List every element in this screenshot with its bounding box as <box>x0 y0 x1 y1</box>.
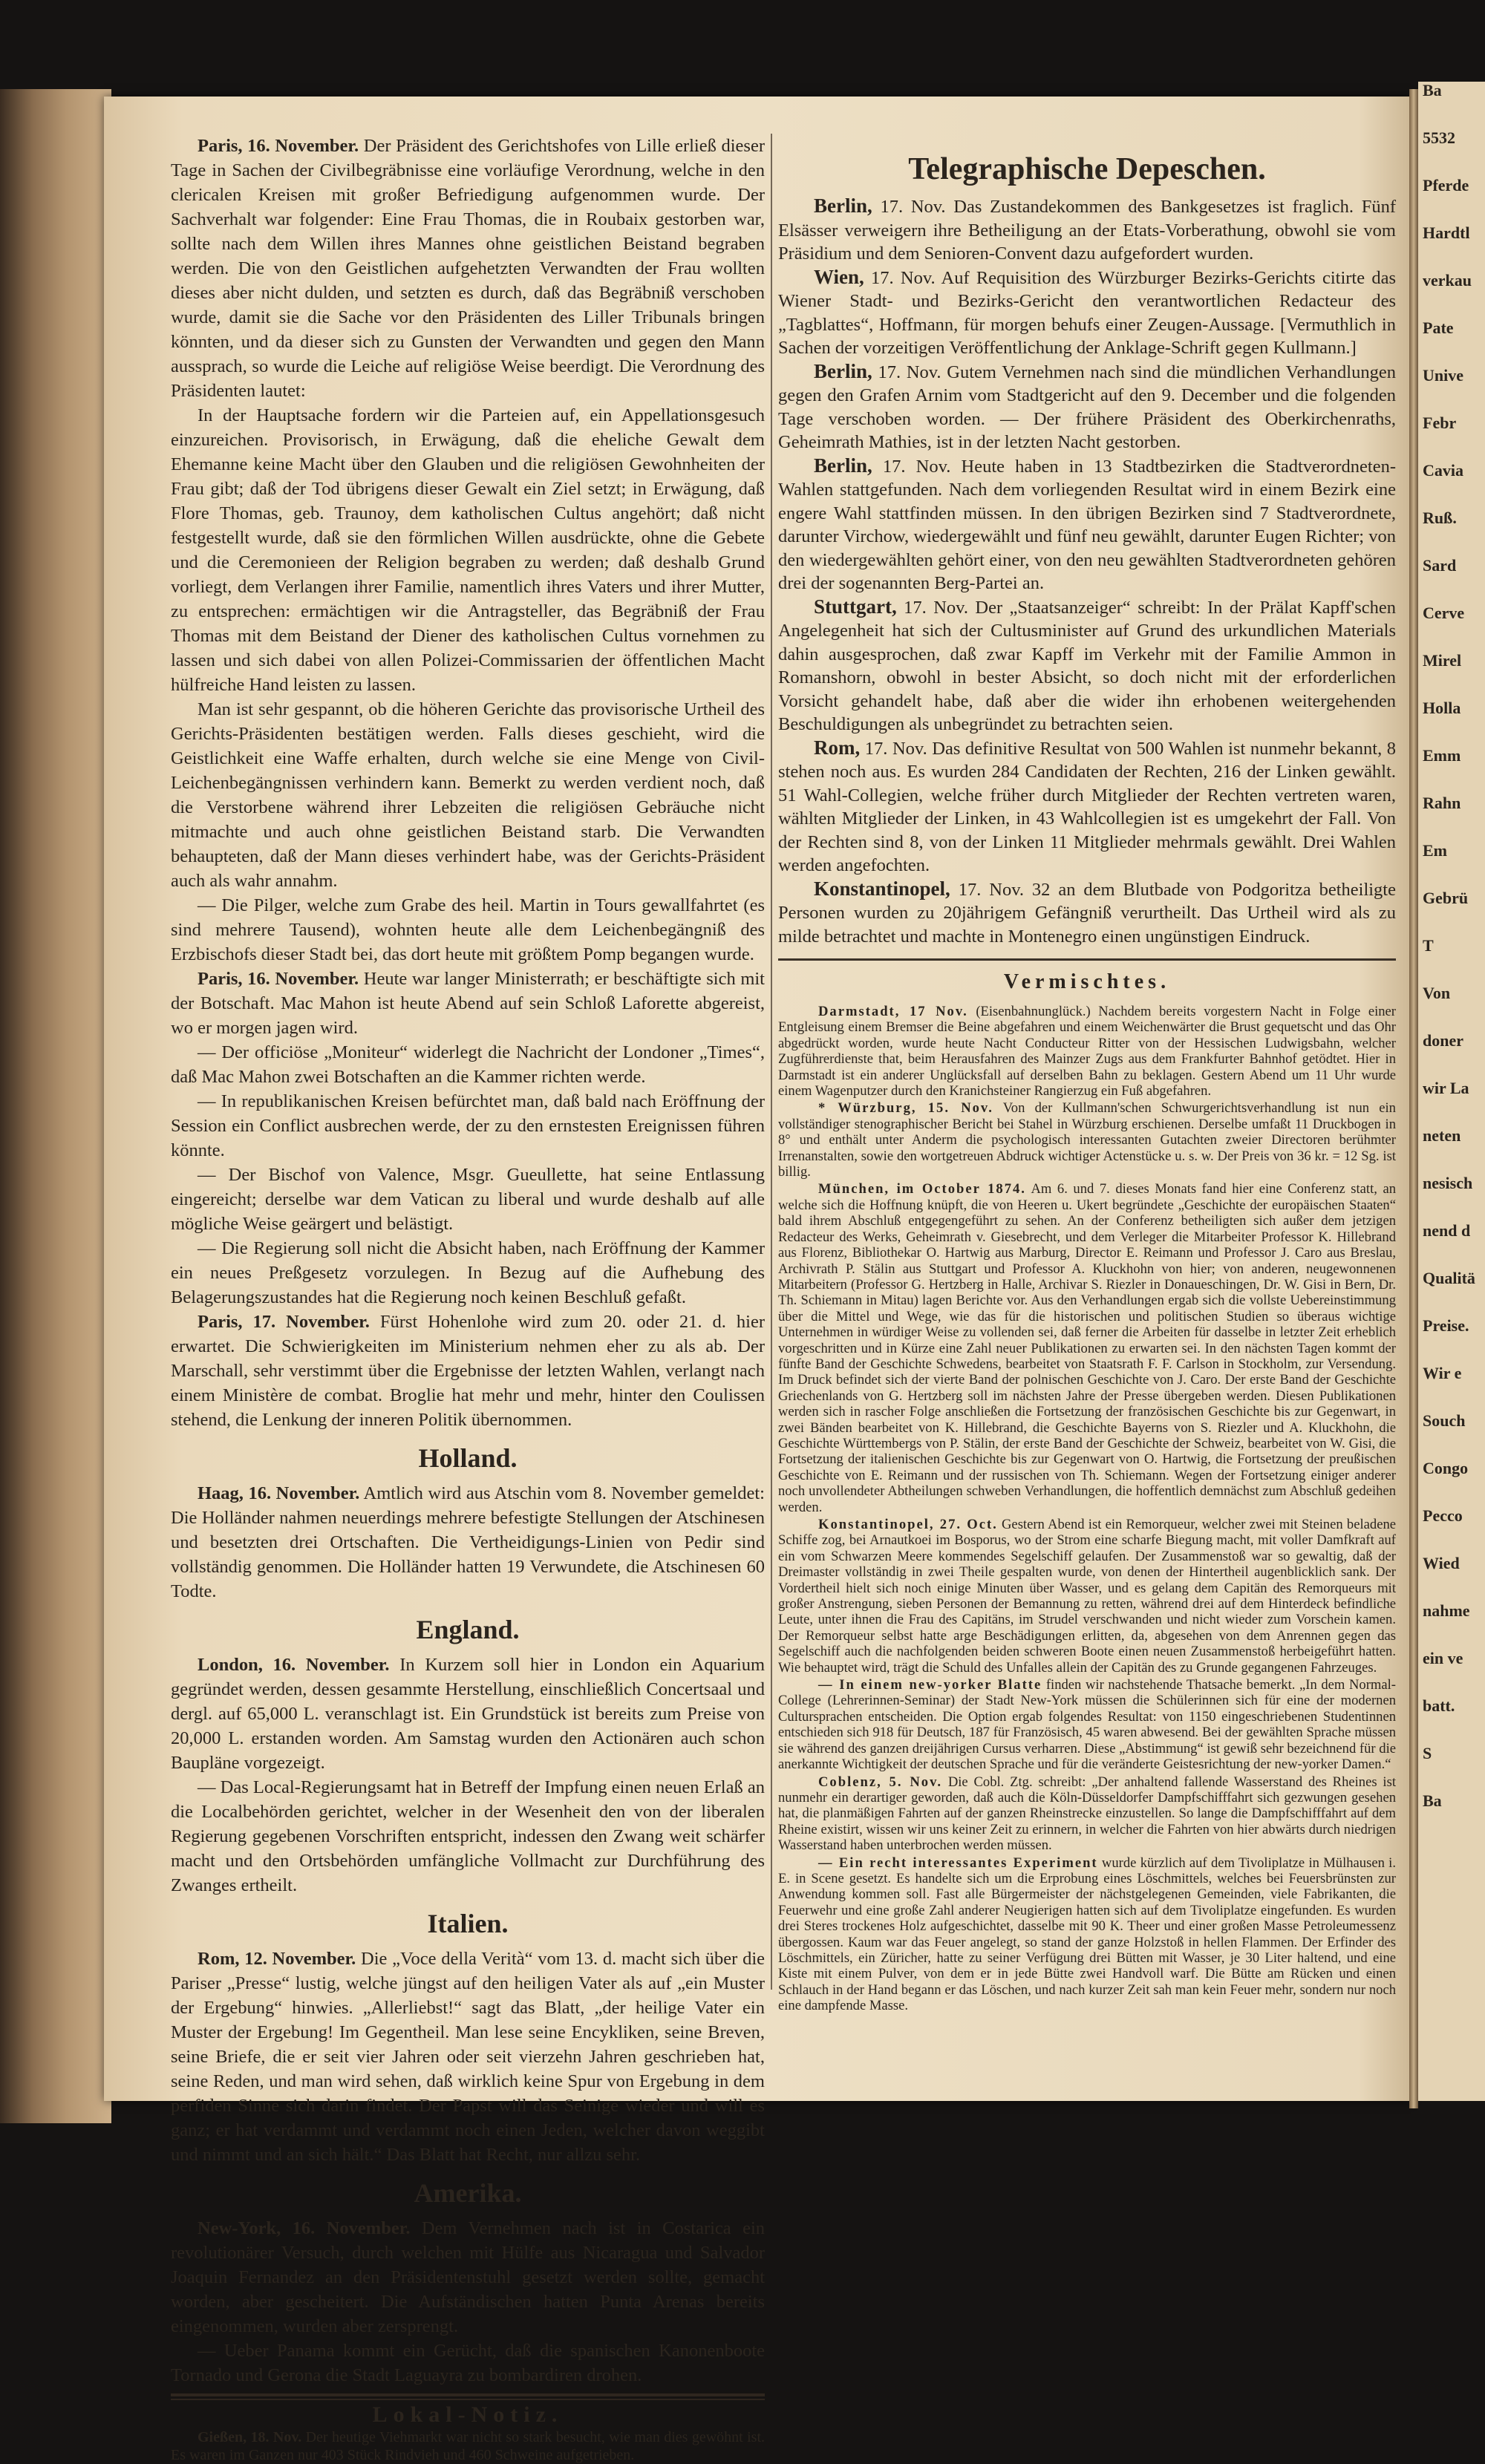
adjacent-page-fragment: Pate <box>1423 318 1454 337</box>
vermischtes-section <box>778 964 1396 2014</box>
article-paragraph <box>778 1181 1396 1515</box>
adjacent-page-fragment: batt. <box>1423 1696 1455 1715</box>
article-text: In Kurzem soll hier in London ein Aquarium gegründet werden, dessen gesammte Herstellung, einschließlich Concertsaal und dergl. auf 65,000 L. veranschlagt ist. Ein Grundstück ist bereits zum Preise von 20,000 L. erstanden worden. Am Samstag wurden den Actionären auch schon Baupläne vorgezeigt. <box>171 1655 765 1773</box>
section-heading: Holland. <box>418 1443 518 1473</box>
adjacent-page-fragment: Rahn <box>1423 794 1461 812</box>
article-dateline: Konstantinopel, <box>814 877 950 900</box>
article-paragraph <box>171 967 765 1040</box>
article-text: — Der Bischof von Valence, Msgr. Gueullette, hat seine Entlassung eingereicht; derselbe war dem Vatican zu liberal und wurde deshalb auf alle mögliche Weise geärgert und belästigt. <box>171 1165 765 1234</box>
article-text: In der Hauptsache fordern wir die Parteien auf, ein Appellationsgesuch einzureichen. Provisorisch, in Erwägung, daß die eheliche Gewalt dem Ehemanne keine Macht über den Glauben und die religiösen Gewohnheiten der Frau gibt; daß der Tod übrigens dieser Gewalt ein Ziel setzt; in Erwägung, daß Flore Thomas, geb. Traunoy, dem katholischen Cultus angehört; daß nicht festgestellt wurde, daß sie den förmlichen Willen ausdrückte, ohne die Gebete und die Ceremonieen der Religion begraben zu werden; daß deshalb Grund vorliegt, dem Verlangen ihrer Familie, namentlich ihres Vaters und ihrer Mutter, zu entsprechen: ermächtigen wir die Antragsteller, das Begräbniß der Frau Thomas mit dem Beistand der Diener des katholischen Cultus vornehmen zu lassen und sich dabei von allen Polizei-Commissarien der öffentlichen Macht hülfreiche Hand leisten zu lassen. <box>171 405 765 695</box>
adjacent-page-fragment: Pecco <box>1423 1506 1463 1525</box>
vermischtes-heading: Vermischtes. <box>1003 970 1171 993</box>
article-text: wurde kürzlich auf dem Tivoliplatze in Mülhausen i. E. in Scene gesetzt. Es handelte sich um die Erprobung eines Löschmittels, welches bei Feuersbrünsten zur Anwendung kommen soll. Fast alle Bürgermeister der nächstgelegenen Gemeinden, viele Fabrikanten, die Feuerwehr und eine große Zahl anderer Neugierigen hatten sich auf dem Tivoliplatze eingefunden. Es wurden drei Steres trockenes Holz aufgeschichtet, dasselbe mit 90 K. Theer und einer großen Masse Petroleumessenz übergossen. Kaum war das Feuer angelegt, so stand der ganze Holzstoß in hellen Flammen. Der Erfinder des Löschmittels, ein Züricher, hatte zu seiner Verfügung drei Bütten mit Wasser, je 30 Liter haltend, und eine Kiste mit einem Pulver, von dem er in jede Bütte zwei Handvoll warf. Die Bütte am Rücken und einen Schlauch in der Hand begann er das Löschen, und nach kurzer Zeit sah man kein Feuer mehr, sondern nur noch eine dampfende Masse. <box>778 1854 1396 2014</box>
article-text: 17. Nov. 32 an dem Blutbade von Podgoritza betheiligte Personen wurden zu 20jährigem Gefängniß verurtheilt. Das Urtheil wird als zu milde betrachtet und machte in Montenegro einen ungünstigen Eindruck. <box>778 879 1396 947</box>
article-dateline: Berlin, <box>814 454 872 477</box>
article-dateline: Darmstadt, 17 Nov. <box>818 1004 968 1019</box>
article-paragraph <box>778 1517 1396 1676</box>
article-dateline: Rom, <box>814 736 861 759</box>
article-text: Von der Kullmann'schen Schwurgerichtsverhandlung ist nun ein vollständiger stenographischer Bericht bei Stahel in Würzburg erschienen. Derselbe umfaßt 11 Druckbogen in 8° und enthält unter Anderm die psychologisch interessanten Gutachten zweier Directoren berühmter Irrenanstalten, sowie den wortgetreuen Abdruck wichtiger Actenstücke u. s. w. Der Preis von 36 kr. = 12 Sg. ist billig. <box>778 1100 1396 1180</box>
article-paragraph <box>171 1310 765 1432</box>
article-paragraph <box>171 134 765 403</box>
adjacent-page-fragment: neten <box>1423 1126 1461 1145</box>
adjacent-page-fragment: nend d <box>1423 1221 1471 1240</box>
article-paragraph <box>778 266 1396 360</box>
adjacent-page-fragment: Cavia <box>1423 461 1463 480</box>
lokal-notiz-section <box>171 2402 765 2464</box>
article-text: Der heutige Viehmarkt war nicht so stark besucht, wie man dies gewöhnt ist. Es waren im Ganzen nur 403 Stück Rindvieh und 460 Schweine aufgetrieben. <box>171 2429 765 2463</box>
article-text: Dem Vernehmen nach ist in Costarica ein revolutionärer Versuch, durch welchen mit Hülfe aus Nicaragua und Salvador Joaquin Fernandez an den Präsidentenstuhl gesetzt werden sollte, gemacht worden, aber gescheitert. Die Aufständischen hatten Punta Arenas bereits eingenommen, wurden aber zersprengt. <box>171 2218 765 2336</box>
article-paragraph <box>778 878 1396 949</box>
article-text: — Das Local-Regierungsamt hat in Betreff der Impfung einen neuen Erlaß an die Localbehörden gerichtet, welcher in der Wesenheit den von der liberalen Regierung gegebenen Vorschriften entspricht, indessen den Zwang weit schärfer macht und den Ortsbehörden umfängliche Vollmacht zur Durchführung des Zwanges ertheilt. <box>171 1777 765 1895</box>
adjacent-page-fragment: Mirel <box>1423 651 1462 670</box>
article-paragraph <box>778 1855 1396 2014</box>
adjacent-page-fragment: Souch <box>1423 1411 1466 1430</box>
article-paragraph <box>171 2428 765 2464</box>
adjacent-page-fragment: wir La <box>1423 1079 1469 1097</box>
article-dateline: Paris, 17. November. <box>198 1312 370 1332</box>
article-dateline: Konstantinopel, 27. Oct. <box>818 1517 998 1532</box>
article-text: Der Präsident des Gerichtshofes von Lille erließ dieser Tage in Sachen der Civilbegräbnisse eine vorläufige Verordnung, welche in den clericalen Kreisen mit großer Befriedigung aufgenommen wurde. Der Sachverhalt war folgender: Eine Frau Thomas, die in Roubaix gestorben war, sollte nach dem Willen ihres Mannes ohne geistlichen Beistand begraben werden. Die von den Geistlichen aufgehetzten Verwandten der Frau wollten dieses aber nicht dulden, und setzten es durch, daß das Begräbniß verschoben wurde, damit sie die Sache vor den Präsidenten des Liller Tribunals bringen könnten, und da dieser sich zu Gunsten der Verwandten und gegen den Mann aussprach, so wurde die Leiche auf religiöse Weise beerdigt. Die Verordnung des Präsidenten lautet: <box>171 136 765 401</box>
article-text: Am 6. und 7. dieses Monats fand hier eine Conferenz statt, an welche sich die Hoffnung knüpft, die von Heeren u. Ukert begründete „Geschichte der europäischen Staaten“ bald ihrem Abschluß entgegengeführt zu sehen. An der Conferenz betheiligten sich außer dem jetzigen Redacteur des Werks, Geheimrath v. Giesebrecht, und dem Verleger die Mitarbeiter Professor K. Hillebrand aus Florenz, Bibliothekar O. Hartwig aus Marburg, Director E. Reimann und Professor J. Caro aus Breslau, Archivrath P. Stälin aus Stuttgart und Professor A. Kluckhohn von hier; von anderen, neugewonnenen Mitarbeitern (Professor G. Hertzberg in Halle, Archivar S. Riezler in Donaueschingen, Dr. W. Gisi in Bern, Dr. Th. Schiemann in Mitau) lagen Berichte vor. Aus den Verhandlungen ergab sich die vollste Uebereinstimmung über die Mittel und Wege, wie das für die historischen und politischen Studien so überaus wichtige Unternehmen in würdiger Weise zu vollenden sei, daß ferner die Arbeiten für dasselbe in letzter Zeit erheblich vorgeschritten und in Kürze eine Zahl neuer Publikationen zu erwarten sei. In den nächsten Tagen kommt der fünfte Band der Geschichte Schwedens, bearbeitet von Staatsrath F. F. Carlson in Stockholm, zur Versendung. Im Druck befindet sich der vierte Band der polnischen Geschichte von J. Caro. Der erste Band der Geschichte Griechenlands von G. Hertzberg soll im nächsten Jahre der Presse übergeben werden. Diesen Publikationen werden sich in rascher Folge anschließen die Fortsetzung der französischen Geschichte bis zur Gegenwart, in zwei Bänden bearbeitet von K. Hillebrand, die Geschichte Bayerns von S. Riezler und A. Kluckhohn, die Geschichte Württembergs von P. Stälin, der erste Band der Geschichte der Schweiz, bearbeitet von W. Gisi, die Fortsetzung der italienischen Geschichte bis zur Gegenwart von O. Hartwig, die Fortsetzung der preußischen Geschichte von E. Reimann und der russischen von Th. Schiemann. Wegen der Fortsetzung einiger anderer noch unvollendeter Abtheilungen schweben Verhandlungen, die hoffentlich demnächst zum Abschluß gedeihen werden. <box>778 1181 1396 1515</box>
article-paragraph <box>778 1100 1396 1180</box>
article-paragraph <box>171 1775 765 1898</box>
article-text: finden wir nachstehende Thatsache bemerkt. „In dem Normal-College (Lehrerinnen-Seminar) der Stadt New-York müssen die Schülerinnen sich für eine der modernen Cultursprachen entscheiden. Die Option ergab folgendes Resultat: von 1150 eingeschriebenen Studentinnen entschieden sich 918 für Deutsch, 187 für Französisch, 45 waren abwesend. Bei der gewählten Sprache müssen sie während des ganzen dreijährigen Cursus verharren. Diese „Abstimmung“ ist gewiß sehr bezeichnend für die anerkannte Wichtigkeit der deutschen Sprache und für die veränderte Geistesrichtung der new-yorker Damen.“ <box>778 1677 1396 1773</box>
adjacent-page-fragment: Sard <box>1423 556 1457 575</box>
section-rule <box>778 958 1396 961</box>
adjacent-page-fragment: Ba <box>1423 1791 1442 1810</box>
section-heading: Amerika. <box>414 2178 522 2208</box>
page-edges-stack <box>0 89 111 2123</box>
adjacent-page-strip <box>1418 82 1485 2101</box>
adjacent-page-fragment: verkau <box>1423 271 1472 290</box>
adjacent-page-fragment: Emm <box>1423 746 1461 765</box>
adjacent-page-fragment: Ruß. <box>1423 509 1457 527</box>
article-dateline: Haag, 16. November. <box>198 1483 360 1503</box>
article-paragraph <box>171 1947 765 2167</box>
book-fold <box>1409 89 1418 2108</box>
adjacent-page-fragment: nahme <box>1423 1601 1470 1620</box>
article-paragraph <box>171 893 765 967</box>
article-dateline: Rom, 12. November. <box>198 1949 356 1969</box>
article-dateline: Stuttgart, <box>814 595 897 618</box>
article-paragraph <box>778 1004 1396 1099</box>
article-text: Die „Voce della Verità“ vom 13. d. macht sich über die Pariser „Presse“ lustig, welche jüngst auf den heiligen Vater als auf „ein Muster der Ergebung“ hinwies. „Allerliebst!“ sagt das Blatt, „der heilige Vater ein Muster der Ergebung! Im Gegentheil. Man lese seine Encykliken, seine Breven, seine Briefe, die er seit vier Jahren oder seit vierzehn Jahren geschrieben hat, seine Reden, und man wird sehen, daß wirklich keine Spur von Ergebung in dem perfiden Sinne sich darin findet. Der Papst will das Seinige wieder und will es ganz; er hat verdammt und verdammt noch einen Jeden, welcher davon weggibt und nimmt und an sich hält.“ Das Blatt hat Recht, nur allzu sehr. <box>171 1949 765 2165</box>
article-dateline: Paris, 16. November. <box>198 136 359 156</box>
article-paragraph <box>171 697 765 893</box>
section-heading: Italien. <box>427 1909 509 1938</box>
article-text: Die Cobl. Ztg. schreibt: „Der anhaltend fallende Wasserstand des Rheines ist nunmehr ein derartiger geworden, daß auch die Köln-Düsseldorfer Dampfschifffahrt sich gezwungen gesehen hat, die planmäßigen Fahrten auf der ganzen Rheinstrecke einzustellen. So lange die Dampfschifffahrt auf dem Rheine existirt, wissen wir uns keiner Zeit zu erinnern, in welcher die Fahrten von hier abwärts durch niedrigen Wasserstand haben unterbrochen werden müssen. <box>778 1774 1396 1854</box>
article-dateline: Paris, 16. November. <box>198 969 359 989</box>
column-divider <box>771 134 772 1990</box>
article-paragraph <box>171 1481 765 1604</box>
section-heading: England. <box>416 1615 520 1644</box>
adjacent-page-fragment: Preise. <box>1423 1316 1469 1335</box>
adjacent-page-fragment: doner <box>1423 1031 1463 1050</box>
left-column <box>171 134 765 2464</box>
article-paragraph <box>778 454 1396 595</box>
article-paragraph <box>171 1236 765 1310</box>
article-paragraph <box>171 2216 765 2339</box>
adjacent-page-fragment: Em <box>1423 841 1447 860</box>
article-paragraph <box>171 1089 765 1163</box>
article-text: 17. Nov. Der „Staatsanzeiger“ schreibt: In der Prälat Kapff'schen Angelegenheit hat sich der Cultusminister auf Grund des urkundlichen Materials dahin ausgesprochen, daß zwar Kapff im Verkehr mit der Familie Ammon in Romanshorn, obwohl in bester Absicht, so doch nicht mit der erforderlichen Vorsicht gehandelt habe, daß aber die wider ihn erhobenen weitergehenden Beschuldigungen als unbegründet zu betrachten seien. <box>778 597 1396 734</box>
adjacent-page-fragment: Febr <box>1423 414 1457 432</box>
article-text: 17. Nov. Das Zustandekommen des Bankgesetzes ist fraglich. Fünf Elsässer verweigern ihre Betheiligung an der Etats-Vorberathung, obwohl sie vom Präsidium und dem Senioren-Convent dazu aufgefordert wurden. <box>778 197 1396 264</box>
article-dateline: München, im October 1874. <box>818 1181 1026 1197</box>
article-paragraph <box>778 1677 1396 1772</box>
article-text: 17. Nov. Gutem Vernehmen nach sind die mündlichen Verhandlungen gegen den Grafen Arnim vom Stadtgericht auf den 9. December und die folgenden Tage verschoben worden. — Der frühere Präsident des Oberkirchenraths, Geheimrath Mathies, ist in der letzten Nacht gestorben. <box>778 362 1396 452</box>
right-column <box>778 148 1396 2016</box>
adjacent-page-fragment: Hardtl <box>1423 223 1470 242</box>
adjacent-page-fragment: Ba <box>1423 82 1442 99</box>
lokal-body <box>171 2428 765 2464</box>
article-text: Fürst Hohenlohe wird zum 20. oder 21. d. hier erwartet. Die Schwierigkeiten im Ministerium nehmen eher zu als ab. Der Marschall, sehr verstimmt über die Ergebnisse der letzten Wahlen, verlangt nach einem Ministère de combat. Broglie hat mehr und mehr, hinter den Coulissen stehend, die Lenkung der inneren Politik übernommen. <box>171 1312 765 1430</box>
article-paragraph <box>171 1163 765 1236</box>
lokal-notiz-heading: Lokal-Notiz. <box>372 2402 564 2427</box>
article-dateline: Coblenz, 5. Nov. <box>818 1774 942 1790</box>
article-paragraph <box>171 1040 765 1089</box>
article-dateline: London, 16. November. <box>198 1655 390 1675</box>
article-paragraph <box>778 360 1396 454</box>
article-dateline: — In einem new-yorker Blatte <box>818 1677 1042 1693</box>
article-dateline: Berlin, <box>814 195 872 217</box>
adjacent-page-fragment: Wir e <box>1423 1364 1462 1382</box>
adjacent-page-fragment: Holla <box>1423 699 1461 717</box>
article-text: Man ist sehr gespannt, ob die höheren Gerichte das provisorische Urtheil des Gerichts-Präsidenten bestätigen werden. Falls dieses geschieht, wird die Geistlichkeit eine Waffe erhalten, durch welche sie eine Menge von Civil-Leichenbegängnissen verhindern kann. Bemerkt zu werden verdient noch, daß die Verstorbene während ihrer Lebzeiten die religiösen Gebräuche nicht mitmachte und auch ohne geistlichen Beistand starb. Die Verwandten behaupteten, daß der Mann dieses verhindert habe, was der Gerichts-Präsident auch als wahr annahm. <box>171 699 765 891</box>
double-rule <box>171 2393 765 2400</box>
article-paragraph <box>171 403 765 697</box>
article-paragraph <box>778 595 1396 736</box>
adjacent-page-fragment: nesisch <box>1423 1174 1473 1192</box>
adjacent-page-fragment: 5532 <box>1423 128 1455 147</box>
article-text: (Eisenbahnunglück.) Nachdem bereits vorgestern Nacht in Folge einer Entgleisung einem Bremser die Beine abgefahren und einem Weichenwärter die Brust gequetscht und das Ohr abgedrückt worden, wurde heute Nacht Conducteur Ritter von der Hessischen Ludwigsbahn, welcher Zugführerdienste that, beim Herausfahren des Mainzer Zugs aus dem Frankfurter Bahnhof getödtet. Hier in Darmstadt ist ein anderer Unglücksfall auf derselben Bahn zu beklagen. Gestern Abend um 11 Uhr wurde einem Wagenputzer durch den Kranichsteiner Rangierzug ein Fuß abgefahren. <box>778 1004 1396 1099</box>
article-text: Amtlich wird aus Atschin vom 8. November gemeldet: Die Holländer nahmen neuerdings mehrere befestigte Stellungen der Atschinesen und besetzten drei Ortschaften. Die Vertheidigungs-Linien von Pedir sind vollständig genommen. Die Holländer hatten 19 Verwundete, die Atschinesen 60 Todte. <box>171 1483 765 1601</box>
article-text: — In republikanischen Kreisen befürchtet man, daß bald nach Eröffnung der Session ein Conflict ausbrechen werde, der zu den ernstesten Ereignissen führen könnte. <box>171 1091 765 1160</box>
article-dateline: Wien, <box>814 265 864 288</box>
article-text: — Ueber Panama kommt ein Gerücht, daß die spanischen Kanonenboote Tornado und Gerona die Stadt Laguayra zu bombardiren drohen. <box>171 2341 765 2385</box>
article-text: 17. Nov. Heute haben in 13 Stadtbezirken die Stadtverordneten-Wahlen stattgefunden. Nach dem vorliegenden Resultat wird in einem Bezirk eine engere Wahl stattfinden müssen. In den übrigen Bezirken sind 7 Stadtverordnete, darunter Virchow, wiedergewählt und fünf neu gewählt, darunter Eugen Richter; von den wiedergewählten gehört einer, von den neu gewählten Stadtverordneten gehören drei der sogenannten Berg-Partei an. <box>778 456 1396 593</box>
article-text: Gestern Abend ist ein Remorqueur, welcher zwei mit Steinen beladene Schiffe zog, bei Arnautkoei im Bosporus, wo der Strom eine scharfe Biegung macht, mit voller Damfkraft auf ein vom Schwarzen Meere kommendes Segelschiff gelaufen. Der Zusammenstoß war so gewaltig, daß der Dreimaster vollständig in zwei Theile gespalten wurde, von denen der Hintertheil augenblicklich sank. Der Vordertheil hielt sich noch einige Minuten über Wasser, und es gelang dem Capitän des Remorqueurs mit großer Anstrengung, sieben Personen der Bemannung zu retten, während drei auf dem Hinterdeck befindliche Leute, unter ihnen die Frau des Capitäns, im Strudel verschwanden und nicht wieder zum Vorschein kamen. Der Remorqueur selbst hatte arge Beschädigungen erlitten, da, abgesehen von dem Anrennen gegen das Segelschiff auch die nachfolgenden beiden schweren Boote einen neuen Zusammenstoß herbeigeführt hatten. Wie behauptet wird, trägt die Schuld des Unfalles allein der Capitän des zu Grunde gegangenen Fahrzeuges. <box>778 1517 1396 1676</box>
telegraph-section <box>778 148 1396 948</box>
adjacent-page-fragment: Congo <box>1423 1459 1469 1477</box>
article-text: — Die Regierung soll nicht die Absicht haben, nach Eröffnung der Kammer ein neues Preßgesetz vorzulegen. In Bezug auf die Aufhebung des Belagerungszustandes hat die Regierung noch keinen Beschluß gefaßt. <box>171 1238 765 1307</box>
article-dateline: * Würzburg, 15. Nov. <box>818 1100 993 1117</box>
adjacent-page-fragment: Wied <box>1423 1554 1460 1572</box>
article-dateline: New-York, 16. November. <box>198 2218 411 2238</box>
adjacent-page-fragment: Gebrü <box>1423 889 1469 907</box>
left-articles <box>171 134 765 2388</box>
article-paragraph <box>778 736 1396 878</box>
article-dateline: Berlin, <box>814 359 872 382</box>
adjacent-page-fragment: Qualitä <box>1423 1269 1475 1287</box>
article-text: — Die Pilger, welche zum Grabe des heil. Martin in Tours gewallfahrtet (es sind mehrere Tausend), wohnten heute alle dem Leichenbegängniß des Erzbischofs dieser Stadt bei, das dort heute mit größtem Pomp begangen wurde. <box>171 895 765 964</box>
adjacent-page-fragment: S <box>1423 1744 1432 1762</box>
article-text: 17. Nov. Das definitive Resultat von 500 Wahlen ist nunmehr bekannt, 8 stehen noch aus. Es wurden 284 Candidaten der Rechten, 216 der Linken gewählt. 51 Wahl-Collegien, welche früher durch Mitglieder der Rechten vertreten waren, wählten Mitglieder der Linken, in 43 Wahlcollegien ist es umgekehrt der Fall. Von der Rechten sind 8, von der Linken 11 Mitglieder mehrmals gewählt. Drei Wahlen werden angefochten. <box>778 738 1396 875</box>
article-paragraph <box>171 1653 765 1775</box>
article-paragraph <box>778 195 1396 266</box>
article-text: — Der officiöse „Moniteur“ widerlegt die Nachricht der Londoner „Times“, daß Mac Mahon zwei Botschaften an die Kammer richten werde. <box>171 1042 765 1087</box>
adjacent-page-fragment: T <box>1423 936 1434 955</box>
article-paragraph <box>778 1774 1396 1854</box>
article-dateline: Gießen, 18. Nov. <box>198 2429 302 2445</box>
adjacent-page-fragment: ein ve <box>1423 1649 1463 1667</box>
adjacent-page-fragment: Pferde <box>1423 176 1469 195</box>
article-text: 17. Nov. Auf Requisition des Würzburger Bezirks-Gerichts citirte das Wiener Stadt- und Bezirks-Gericht den verantwortlichen Redacteur des „Tagblattes“, Hoffmann, für morgen behufs einer Zeugen-Aussage. [Vermuthlich in Sachen der vorzeitigen Veröffentlichung der Anklage-Schrift gegen Kullmann.] <box>778 267 1396 358</box>
telegraph-heading: Telegraphische Depeschen. <box>908 152 1266 186</box>
adjacent-page-fragment: Unive <box>1423 366 1463 385</box>
article-dateline: — Ein recht interessantes Experiment <box>818 1854 1098 1871</box>
article-text: Heute war langer Ministerrath; er beschäftigte sich mit der Botschaft. Mac Mahon ist heute Abend auf sein Schloß Laforette abgereist, wo er morgen jagen wird. <box>171 969 765 1038</box>
article-paragraph <box>171 2339 765 2388</box>
adjacent-page-fragment: Von <box>1423 984 1451 1002</box>
adjacent-page-fragment: Cerve <box>1423 604 1465 622</box>
